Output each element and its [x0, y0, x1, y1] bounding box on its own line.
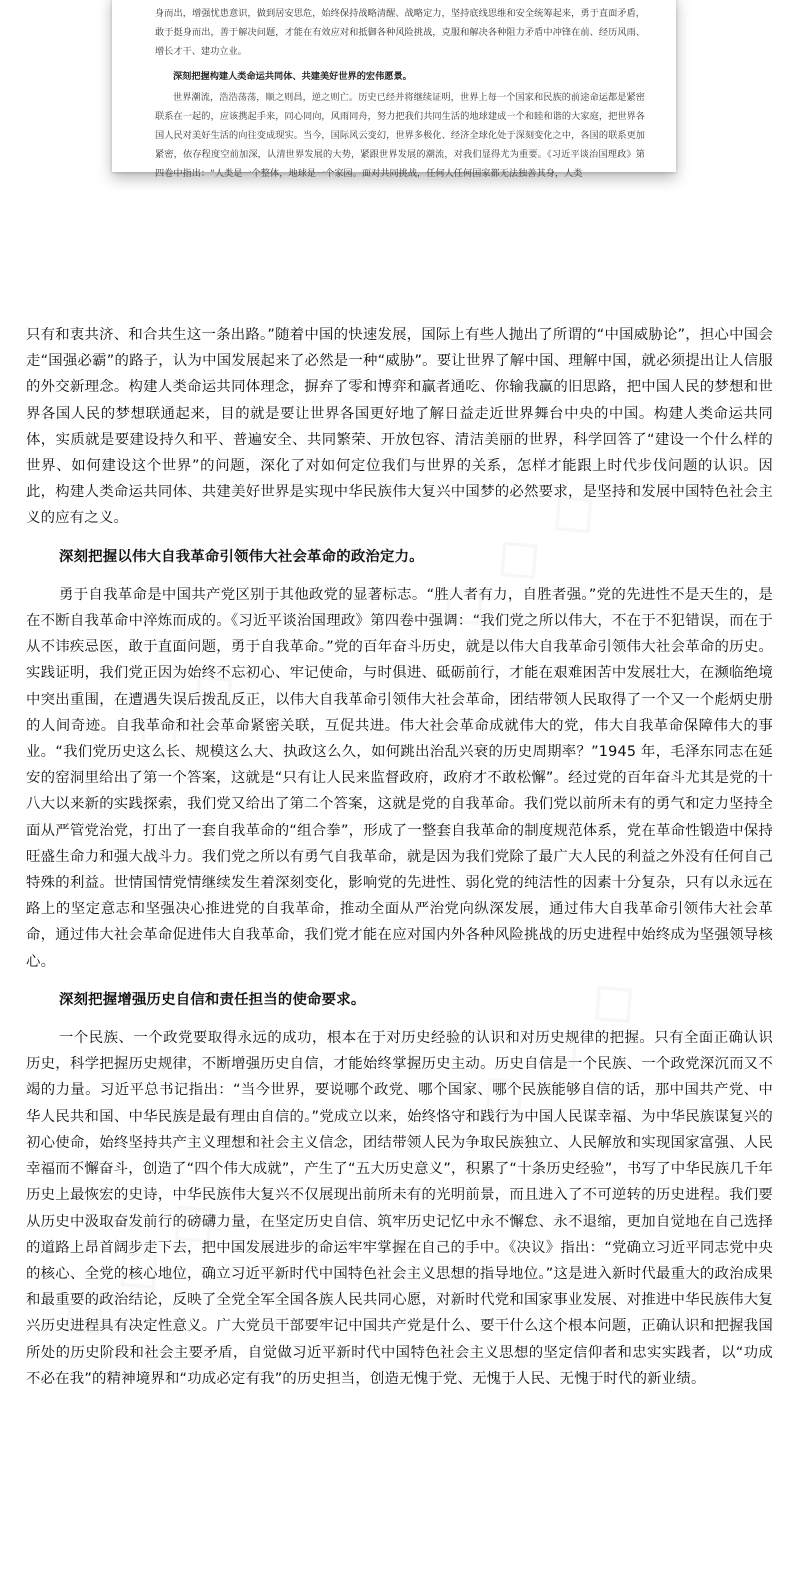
article-paragraph: 一个民族、一个政党要取得永远的成功，根本在于对历史经验的认识和对历史规律的把握。只有全面正确认识历史，科学把握历史规律，不断增强历史自信，才能始终掌握历史主动。历史自信是一个民族、一个政党深沉而又不竭的力量。习近平总书记指出：“当今世界，要说哪个政党、哪个国家、哪个民族能够自信的话，那中国共产党、中华人民共和国、中华民族是最有理由自信的。”党成立以来，始终恪守和践行为中国人民谋幸福、为中华民族谋复兴的初心使命，始终坚持共产主义理想和社会主义信念，团结带领人民为争取民族独立、人民解放和实现国家富强、人民幸福而不懈奋斗，创造了“四个伟大成就”，产生了“五大历史意义”，积累了“十条历史经验”，书写了中华民族几千年历史上最恢宏的史诗，中华民族伟大复兴不仅展现出前所未有的光明前景，而且进入了不可逆转的历史进程。我们要从历史中汲取奋发前行的磅礴力量，在坚定历史自信、筑牢历史记忆中永不懈怠、永不退缩，更加自觉地在自己选择的道路上昂首阔步走下去，把中国发展进步的命运牢牢掌握在自己的手中。《决议》指出：“党确立习近平同志党中央的核心、全党的核心地位，确立习近平新时代中国特色社会主义思想的指导地位。”这是进入新时代最重大的政治成果和最重要的政治结论，反映了全党全军全国各族人民共同心愿，对新时代党和国家事业发展、对推进中华民族伟大复兴历史进程具有决定性意义。广大党员干部要牢记中国共产党是什么、要干什么这个根本问题，正确认识和把握我国所处的历史阶段和社会主要矛盾，自觉做习近平新时代中国特色社会主义思想的坚定信仰者和忠实实践者，以“功成不必在我”的精神境界和“功成必定有我”的历史担当，创造无愧于党、无愧于人民、无愧于时代的新业绩。: [26, 1030, 773, 1387]
article-paragraph: 勇于自我革命是中国共产党区别于其他政党的显著标志。“胜人者有力，自胜者强。”党的先进性不是天生的，是在不断自我革命中淬炼而成的。《习近平谈治国理政》第四卷中强调：“我们党之所以伟大，不在于不犯错误，而在于从不讳疾忌医，敢于直面问题，勇于自我革命。”党的百年奋斗历史，就是以伟大自我革命引领伟大社会革命的历史。实践证明，我们党正因为始终不忘初心、牢记使命，与时俱进、砥砺前行，才能在艰难困苦中发展壮大，在濒临绝境中突出重围，在遭遇失误后拨乱反正，以伟大自我革命引领伟大社会革命，团结带领人民取得了一个又一个彪炳史册的人间奇迹。自我革命和社会革命紧密关联，互促共进。伟大社会革命成就伟大的党，伟大自我革命保障伟大的事业。“我们党历史这么长、规模这么大、执政这么久，如何跳出治乱兴衰的历史周期率？”1945 年，毛泽东同志在延安的窑洞里给出了第一个答案，这就是“只有让人民来监督政府，政府才不敢松懈”。经过党的百年奋斗尤其是党的十八大以来新的实践探索，我们党又给出了第二个答案，这就是党的自我革命。我们党以前所未有的勇气和定力坚持全面从严管党治党，打出了一套自我革命的“组合拳”，形成了一整套自我革命的制度规范体系，党在革命性锻造中保持旺盛生命力和强大战斗力。我们党之所以有勇气自我革命，就是因为我们党除了最广大人民的利益之外没有任何自己特殊的利益。世情国情党情继续发生着深刻变化，影响党的先进性、弱化党的纯洁性的因素十分复杂，只有以永远在路上的坚定意志和坚强决心推进党的自我革命，推动全面从严治党向纵深发展，通过伟大自我革命引领伟大社会革命，通过伟大社会革命促进伟大自我革命，我们党才能在应对国内外各种风险挑战的历史进程中始终成为坚强领导核心。: [26, 586, 773, 970]
watermark-shape: ◇ ◇ ◇: [58, 646, 254, 828]
preview-partial-paragraph: 身而出，增强忧患意识，做到居安思危，始终保持战略清醒、战略定力，坚持底线思维和安全统筹起来，勇于直面矛盾，敢于挺身而出，善于解决问题，才能在有效应对和抵御各种风险挑战，克服和解决各种阻力矛盾中冲锋在前、经历风雨、增长才干、建功立业。: [155, 8, 645, 57]
preview-body: 世界潮流，浩浩荡荡，顺之则昌，逆之则亡。历史已经并将继续证明，世界上每一个国家和民族的前途命运都是紧密联系在一起的，应该携起手来，同心同向，风雨同舟，努力把我们共同生活的地球建成一个和睦和谐的大家庭，把世界各国人民对美好生活的向往变成现实。当今，国际风云变幻，世界多极化、经济全球化处于深刻变化之中，各国的联系更加紧密，依存程度空前加深，认清世界发展的大势，紧跟世界发展的潮流，对我们显得尤为重要。《习近平谈治国理政》第四卷中指出：“人类是一个整体，地球是一个家园。面对共同挑战，任何人任何国家都无法独善其身，人类: [155, 92, 645, 179]
section-heading: 深刻把握增强历史自信和责任担当的使命要求。: [59, 991, 366, 1008]
preview-heading: 深刻把握构建人类命运共同体、共建美好世界的宏伟愿景。: [173, 71, 412, 82]
article-body: [26, 322, 773, 1392]
document-preview-card: [112, 0, 676, 179]
section-heading: 深刻把握以伟大自我革命引领伟大社会革命的政治定力。: [59, 548, 424, 565]
watermark-shape: ◇ ◇ ◇: [38, 1176, 234, 1358]
article-paragraph: 只有和衷共济、和合共生这一条出路。”随着中国的快速发展，国际上有些人抛出了所谓的“中国威胁论”，担心中国会走“国强必霸”的路子，认为中国发展起来了必然是一种“威胁”。要让世界了解中国、理解中国，就必须提出让人信服的外交新理念。构建人类命运共同体理念，摒弃了零和博弈和赢者通吃、你输我赢的旧思路，把中国人民的梦想和世界各国人民的梦想联通起来，目的就是要让世界各国更好地了解日益走近世界舞台中央的中国。构建人类命运共同体，实质就是要建设持久和平、普遍安全、共同繁荣、开放包容、清洁美丽的世界，科学回答了“建设一个什么样的世界、如何建设这个世界”的问题，深化了对如何定位我们与世界的关系，怎样才能跟上时代步伐问题的认识。因此，构建人类命运共同体、共建美好世界是实现中华民族伟大复兴中国梦的必然要求，是坚持和发展中国特色社会主义的应有之义。: [26, 327, 773, 527]
watermark-shape: ◇ ◇ ◇: [458, 956, 654, 1138]
preview-content: [155, 0, 645, 183]
watermark-shape: ◇ ◇ ◇: [418, 466, 614, 648]
